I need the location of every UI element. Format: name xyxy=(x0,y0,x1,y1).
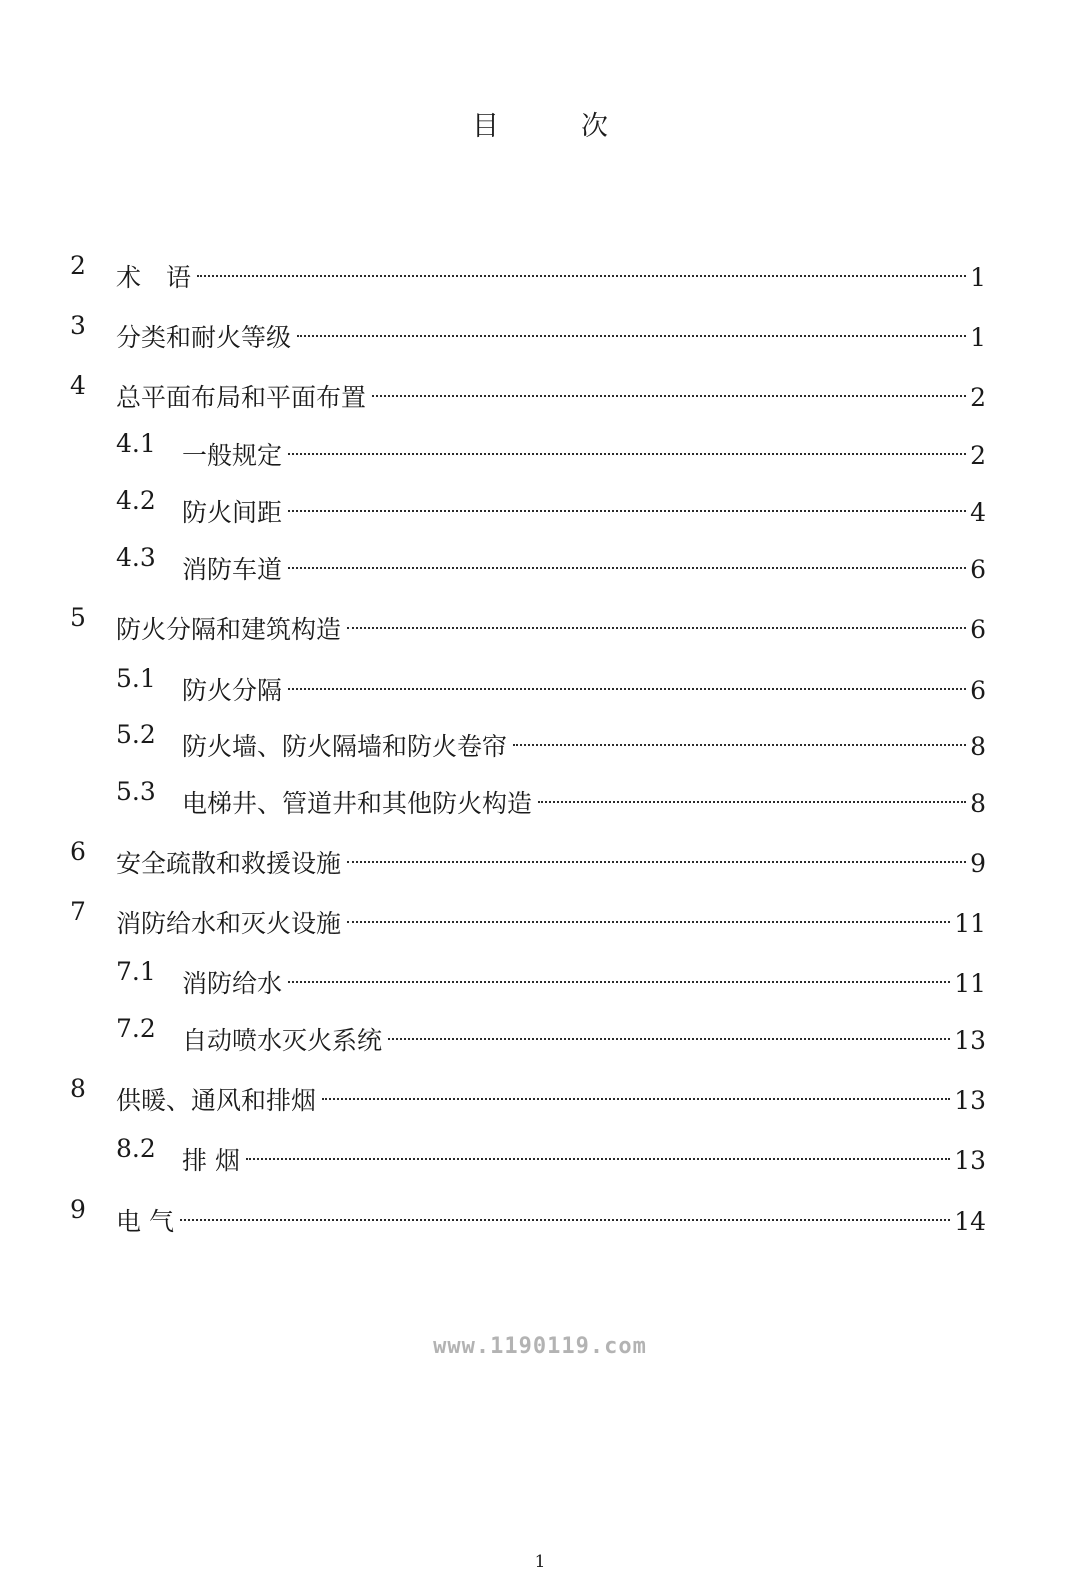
toc-entry-number: 5.1 xyxy=(116,664,156,693)
toc-entry-number: 5 xyxy=(70,603,86,632)
toc-entry[interactable] xyxy=(0,832,1080,878)
toc-entry-number: 4.1 xyxy=(116,429,156,458)
toc-entry-page: 6 xyxy=(970,676,986,705)
toc-entry[interactable] xyxy=(0,659,1080,705)
toc-entry-page: 14 xyxy=(954,1207,986,1236)
toc-entry-page: 6 xyxy=(970,615,986,644)
toc-dot-leader xyxy=(347,598,966,638)
toc-entry-title: 术 语 xyxy=(116,263,192,292)
toc-entry[interactable] xyxy=(0,481,1080,527)
toc-entry-page: 2 xyxy=(970,383,986,412)
toc-entry[interactable] xyxy=(0,246,1080,292)
toc-entry-title: 安全疏散和救援设施 xyxy=(116,849,342,878)
toc-entry-number: 9 xyxy=(70,1195,86,1224)
toc-entry-title: 电梯井、管道井和其他防火构造 xyxy=(182,789,533,818)
toc-entry-title: 消防给水 xyxy=(182,969,283,998)
toc-entry[interactable] xyxy=(0,1069,1080,1115)
toc-dot-leader xyxy=(288,424,966,464)
toc-entry-page: 1 xyxy=(970,323,986,352)
toc-entry-number: 5.2 xyxy=(116,720,156,749)
toc-entry[interactable] xyxy=(0,1009,1080,1055)
toc-entry-page: 11 xyxy=(954,969,986,998)
toc-entry[interactable] xyxy=(0,772,1080,818)
title-char-right: 次 xyxy=(581,111,608,142)
toc-entry-page: 8 xyxy=(970,789,986,818)
toc-entry[interactable] xyxy=(0,306,1080,352)
toc-entry-number: 3 xyxy=(70,311,86,340)
title-char-left: 目 xyxy=(472,111,499,142)
toc-entry[interactable] xyxy=(0,538,1080,584)
toc-dot-leader xyxy=(288,481,966,521)
toc-dot-leader xyxy=(322,1069,950,1109)
toc-entry-title: 防火分隔和建筑构造 xyxy=(116,615,342,644)
toc-entry-number: 6 xyxy=(70,837,86,866)
toc-entry-title: 总平面布局和平面布置 xyxy=(116,383,367,412)
toc-entry-number: 4.3 xyxy=(116,543,156,572)
toc-entry-page: 4 xyxy=(970,498,986,527)
toc-entry-title: 一般规定 xyxy=(182,441,283,470)
toc-dot-leader xyxy=(180,1190,950,1230)
toc-entry-title: 消防车道 xyxy=(182,555,283,584)
toc-entry-number: 7.2 xyxy=(116,1014,156,1043)
toc-entry-number: 7.1 xyxy=(116,957,156,986)
toc-entry-number: 4.2 xyxy=(116,486,156,515)
toc-dot-leader xyxy=(288,952,950,992)
toc-entry[interactable] xyxy=(0,366,1080,412)
toc-entry[interactable] xyxy=(0,424,1080,470)
toc-entry-page: 9 xyxy=(970,849,986,878)
toc-entry-number: 8.2 xyxy=(116,1134,156,1163)
toc-entry[interactable] xyxy=(0,598,1080,644)
toc-dot-leader xyxy=(538,772,966,812)
toc-entry-page: 2 xyxy=(970,441,986,470)
toc-entry-page: 13 xyxy=(954,1086,986,1115)
toc-entry[interactable] xyxy=(0,952,1080,998)
toc-entry-title: 防火墙、防火隔墙和防火卷帘 xyxy=(182,732,508,761)
toc-entry[interactable] xyxy=(0,1129,1080,1175)
toc-entry[interactable] xyxy=(0,715,1080,761)
toc-entry-title: 供暖、通风和排烟 xyxy=(116,1086,317,1115)
toc-entry-number: 8 xyxy=(70,1074,86,1103)
page-number: 1 xyxy=(534,1552,546,1572)
toc-dot-leader xyxy=(347,832,966,872)
toc-dot-leader xyxy=(347,892,950,932)
toc-entry-page: 11 xyxy=(954,909,986,938)
toc-entry[interactable] xyxy=(0,892,1080,938)
toc-entry-number: 2 xyxy=(70,251,86,280)
toc-dot-leader xyxy=(388,1009,950,1049)
toc-entry[interactable] xyxy=(0,1190,1080,1236)
toc-entry-page: 1 xyxy=(970,263,986,292)
toc-entry-page: 8 xyxy=(970,732,986,761)
watermark-text: www.1190119.com xyxy=(433,1334,647,1359)
toc-dot-leader xyxy=(372,366,966,406)
toc-entry-page: 13 xyxy=(954,1026,986,1055)
toc-entry-title: 电 气 xyxy=(116,1207,174,1236)
page-title xyxy=(0,104,1080,143)
toc-dot-leader xyxy=(513,715,966,755)
toc-entry-title: 消防给水和灭火设施 xyxy=(116,909,342,938)
toc-entry-title: 排 烟 xyxy=(182,1146,240,1175)
toc-dot-leader xyxy=(288,538,966,578)
toc-dot-leader xyxy=(288,659,966,699)
toc-entry-title: 自动喷水灭火系统 xyxy=(182,1026,383,1055)
toc-entry-title: 防火间距 xyxy=(182,498,283,527)
toc-dot-leader xyxy=(197,246,966,286)
toc-entry-number: 7 xyxy=(70,897,86,926)
toc-entry-title: 防火分隔 xyxy=(182,676,283,705)
toc-dot-leader xyxy=(297,306,966,346)
toc-entry-number: 5.3 xyxy=(116,777,156,806)
toc-entry-page: 6 xyxy=(970,555,986,584)
toc-entry-page: 13 xyxy=(954,1146,986,1175)
toc-entry-title: 分类和耐火等级 xyxy=(116,323,292,352)
toc-dot-leader xyxy=(246,1129,950,1169)
toc-entry-number: 4 xyxy=(70,371,86,400)
